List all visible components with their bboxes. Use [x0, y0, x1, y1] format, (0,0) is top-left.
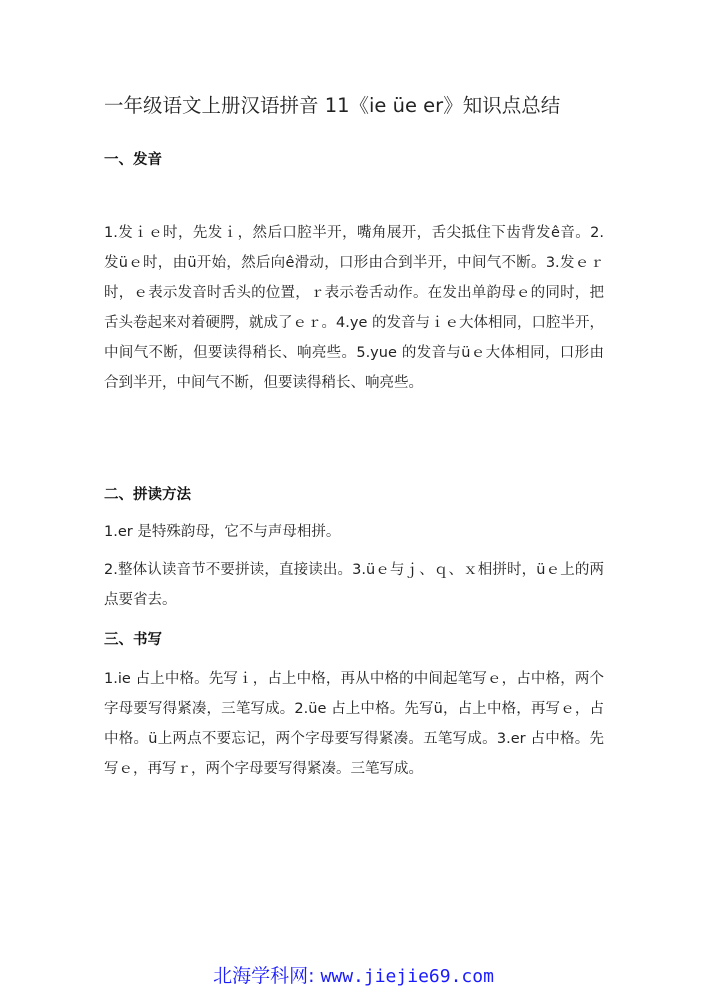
footer-site-name: 北海学科网: [213, 965, 321, 987]
section-heading-pronunciation: 一、发音 [104, 152, 162, 168]
section-heading-spelling: 二、拼读方法 [104, 487, 191, 503]
footer-watermark [0, 963, 707, 990]
section-heading-writing: 三、书写 [104, 632, 162, 648]
footer-url-link[interactable]: www.jiejie69.com [320, 966, 494, 987]
section-paragraph-spelling-2: 2.整体认读音节不要拼读，直接读出。3.üｅ与ｊ、ｑ、ｘ相拼时，üｅ上的两点要省去。 [104, 562, 604, 608]
section-paragraph-spelling-1: 1.er 是特殊韵母，它不与声母相拼。 [104, 524, 341, 540]
document-title: 一年级语文上册汉语拼音 11《ie üe er》知识点总结 [104, 94, 561, 117]
section-paragraph-writing: 1.ie 占上中格。先写ｉ，占上中格，再从中格的中间起笔写ｅ，占中格，两个字母要写得紧凑，三笔写成。2.üe 占上中格。先写ü，占上中格，再写ｅ，占中格。ü上两点不要忘记，两个字母要写得紧凑。五笔写成。3.er 占中格。先写ｅ，再写ｒ，两个字母要写得紧凑。三笔写成。 [104, 671, 604, 777]
section-paragraph-pronunciation: 1.发ｉｅ时，先发ｉ，然后口腔半开，嘴角展开，舌尖抵住下齿背发ê音。2.发üｅ时，由ü开始，然后向ê滑动，口形由合到半开，中间气不断。3.发ｅｒ时，ｅ表示发音时舌头的位置，ｒ表示卷舌动作。在发出单韵母ｅ的同时，把舌头卷起来对着硬腭，就成了ｅｒ。4.ye 的发音与ｉｅ大体相同，口腔半开，中间气不断，但要读得稍长、响亮些。5.yue 的发音与üｅ大体相同，口形由合到半开，中间气不断，但要读得稍长、响亮些。 [104, 225, 604, 391]
